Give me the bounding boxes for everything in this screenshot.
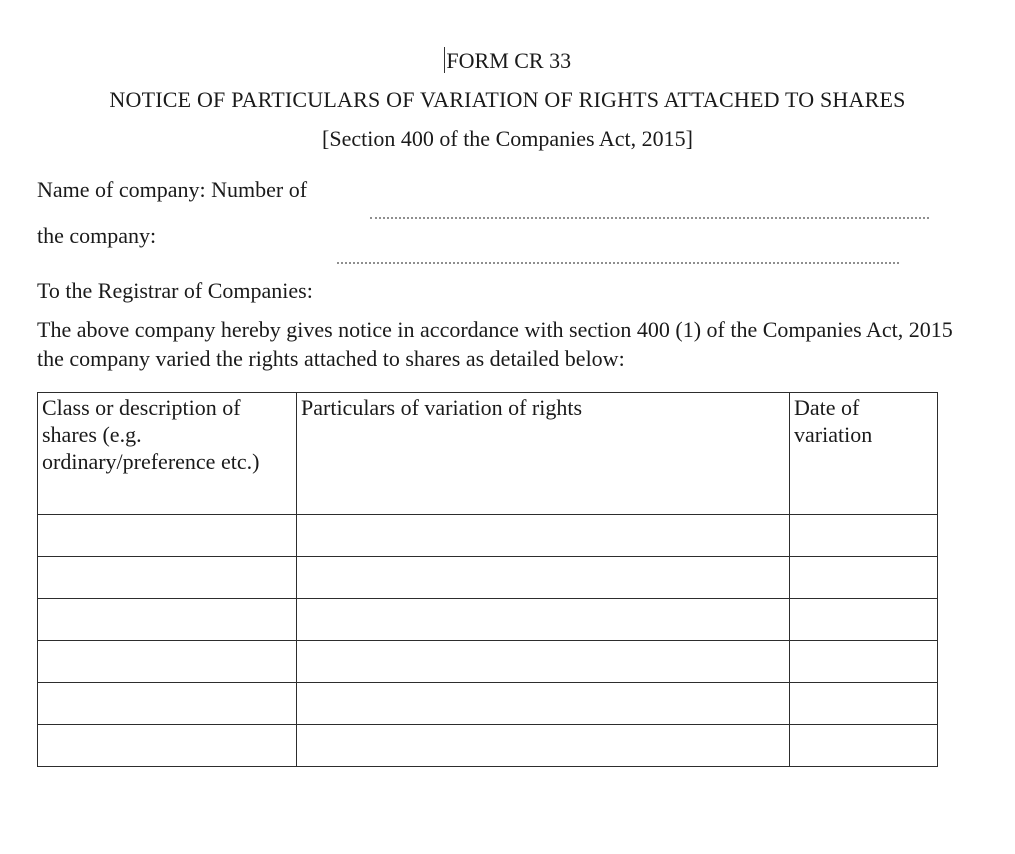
variation-table — [37, 392, 938, 767]
table-cell[interactable] — [790, 641, 938, 683]
table-cell[interactable] — [297, 515, 790, 557]
table-row — [38, 515, 938, 557]
header-particulars-of-variation: Particulars of variation of rights — [297, 393, 790, 515]
table-cell[interactable] — [790, 683, 938, 725]
company-number-fill-line[interactable] — [337, 262, 899, 265]
table-cell[interactable] — [297, 641, 790, 683]
table-cell[interactable] — [297, 725, 790, 767]
table-row — [38, 641, 938, 683]
table-body — [38, 515, 938, 767]
table-cell[interactable] — [38, 683, 297, 725]
form-title: FORM CR 33 — [446, 48, 572, 73]
registrar-salutation: To the Registrar of Companies: — [37, 278, 313, 303]
table-cell[interactable] — [297, 599, 790, 641]
table-cell[interactable] — [38, 725, 297, 767]
header-date-of-variation: Date of variation — [790, 393, 938, 515]
table-cell[interactable] — [38, 641, 297, 683]
company-name-fill-line[interactable] — [370, 217, 929, 220]
table-row — [38, 599, 938, 641]
section-reference: [Section 400 of the Companies Act, 2015] — [322, 126, 693, 151]
company-name-number-label-line1: Name of company: Number of — [37, 177, 308, 202]
table-cell[interactable] — [790, 599, 938, 641]
table-row — [38, 557, 938, 599]
header-class-of-shares: Class or description of shares (e.g. ordinary/preference etc.) — [38, 393, 297, 515]
table-cell[interactable] — [297, 683, 790, 725]
table-cell[interactable] — [297, 557, 790, 599]
table-row — [38, 683, 938, 725]
table-header-row — [38, 393, 938, 515]
table-cell[interactable] — [38, 599, 297, 641]
table-cell[interactable] — [790, 515, 938, 557]
table-cell[interactable] — [38, 515, 297, 557]
main-heading: NOTICE OF PARTICULARS OF VARIATION OF RIGHTS ATTACHED TO SHARES — [109, 87, 906, 112]
table-row — [38, 725, 938, 767]
form-title-row — [0, 47, 1015, 75]
table-cell[interactable] — [38, 557, 297, 599]
table-cell[interactable] — [790, 557, 938, 599]
notice-paragraph: The above company hereby gives notice in accordance with section 400 (1) of the Companies Act, 2015 the company varied the rights attached to shares as detailed below: — [37, 317, 953, 371]
company-name-number-label-line2: the company: — [37, 223, 157, 248]
table-cell[interactable] — [790, 725, 938, 767]
